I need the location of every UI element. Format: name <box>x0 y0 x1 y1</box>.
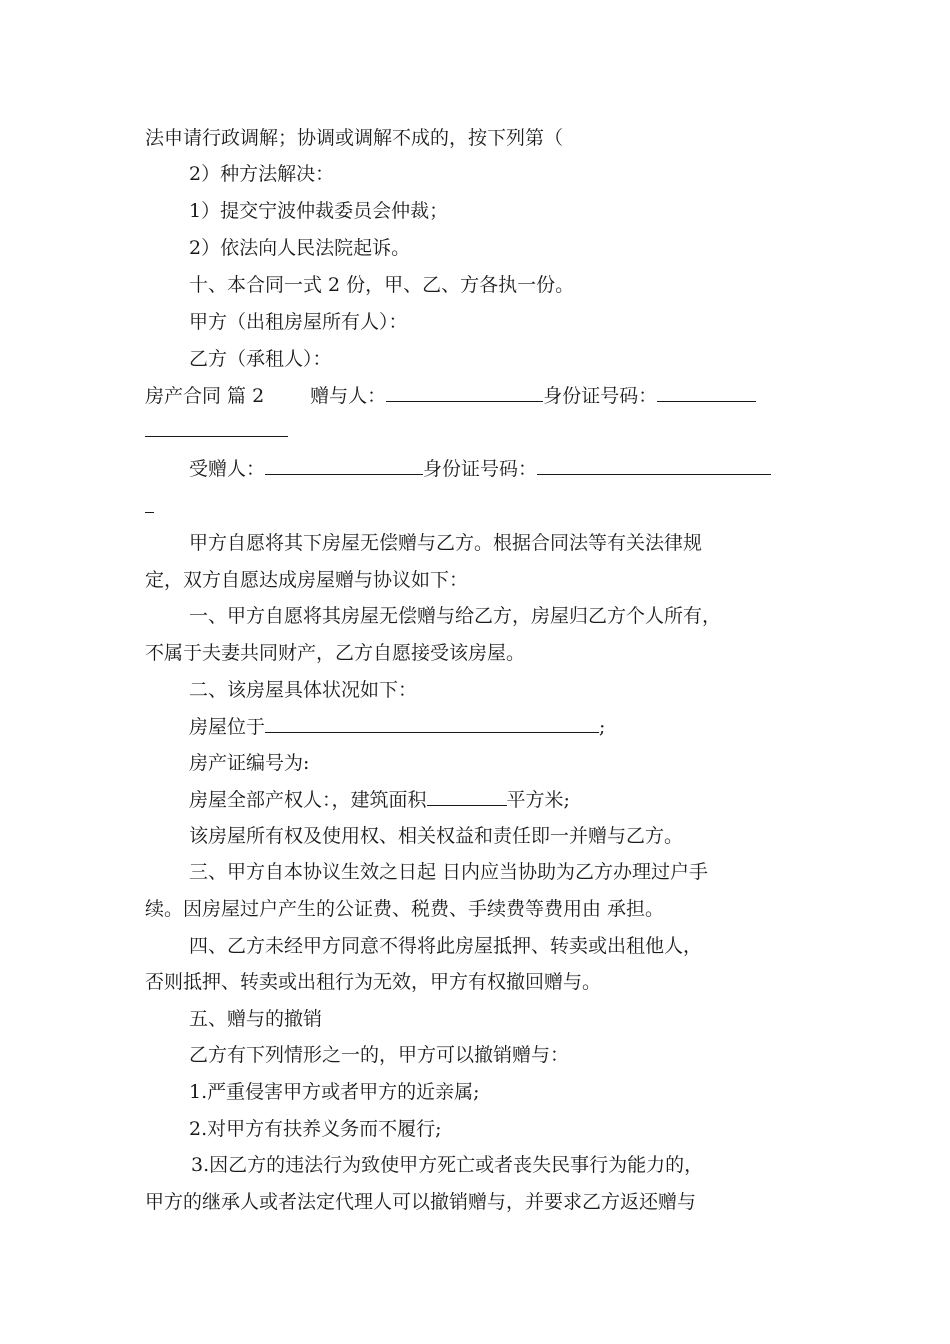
text-line-12: 甲方自愿将其下房屋无偿赠与乙方。根据合同法等有关法律规 <box>189 532 703 554</box>
text-line-21: 三、甲方自本协议生效之日起 日内应当协助为乙方办理过户手 <box>189 861 709 883</box>
semicolon: ; <box>599 716 606 738</box>
text-line-3: 1）提交宁波仲裁委员会仲裁； <box>189 200 449 222</box>
donee-id-label: 身份证号码： <box>423 458 538 480</box>
donee-id-blank <box>537 456 771 475</box>
donor-id-blank-continued <box>145 418 288 437</box>
donor-label: 赠与人： <box>310 385 387 407</box>
text-line-18: 房产证编号为: <box>189 752 310 774</box>
text-line-24: 否则抵押、转卖或出租行为无效，甲方有权撤回赠与。 <box>145 971 602 993</box>
text-line-26: 乙方有下列情形之一的，甲方可以撤销赠与： <box>189 1044 570 1066</box>
text-line-10 <box>189 456 771 481</box>
area-label: ，建筑面积 <box>331 789 427 811</box>
text-line-4: 2）依法向人民法院起诉。 <box>189 237 411 259</box>
text-line-11 <box>145 494 154 519</box>
text-line-29: 3.因乙方的违法行为致使甲方死亡或者丧失民事行为能力的， <box>191 1154 704 1176</box>
donee-id-blank-continued <box>145 494 154 513</box>
text-line-6: 甲方（出租房屋所有人）： <box>189 311 408 333</box>
text-line-8 <box>145 383 756 408</box>
text-line-25: 五、赠与的撤销 <box>189 1008 323 1030</box>
text-line-2: 2）种方法解决： <box>189 163 335 185</box>
text-line-28: 2.对甲方有扶养义务而不履行; <box>189 1118 442 1140</box>
text-line-22: 续。因房屋过户产生的公证费、税费、手续费等费用由 承担。 <box>145 898 665 920</box>
donee-label: 受赠人： <box>189 458 266 480</box>
donor-id-blank <box>657 383 756 402</box>
text-line-13: 定，双方自愿达成房屋赠与协议如下： <box>145 569 469 591</box>
text-line-7: 乙方（承租人）： <box>189 348 332 370</box>
donee-blank <box>265 456 423 475</box>
owners-label: 房屋全部产权人： <box>189 789 332 811</box>
donor-blank <box>386 383 543 402</box>
text-line-16: 二、该房屋具体状况如下： <box>189 679 418 701</box>
text-line-14: 一、甲方自愿将其房屋无偿赠与给乙方，房屋归乙方个人所有， <box>189 605 722 627</box>
text-line-19 <box>189 787 570 812</box>
text-line-1: 法申请行政调解；协调或调解不成的，按下列第（ <box>145 127 564 149</box>
donor-id-label: 身份证号码： <box>543 385 658 407</box>
text-line-17 <box>189 714 605 739</box>
area-unit: 平方米; <box>506 789 570 811</box>
text-line-30: 甲方的继承人或者法定代理人可以撤销赠与，并要求乙方返还赠与 <box>145 1191 697 1213</box>
location-label: 房屋位于 <box>189 716 266 738</box>
text-line-9 <box>145 418 288 443</box>
text-line-27: 1.严重侵害甲方或者甲方的近亲属; <box>189 1081 480 1103</box>
text-line-15: 不属于夫妻共同财产，乙方自愿接受该房屋。 <box>145 642 526 664</box>
location-blank <box>265 714 599 733</box>
text-line-23: 四、乙方未经甲方同意不得将此房屋抵押、转卖或出租他人， <box>189 935 703 957</box>
section-heading: 房产合同 篇 2 <box>145 385 265 407</box>
text-line-5: 十、本合同一式 2 份，甲、乙、方各执一份。 <box>189 274 575 296</box>
area-blank <box>427 787 507 806</box>
text-line-20: 该房屋所有权及使用权、相关权益和责任即一并赠与乙方。 <box>189 825 684 847</box>
